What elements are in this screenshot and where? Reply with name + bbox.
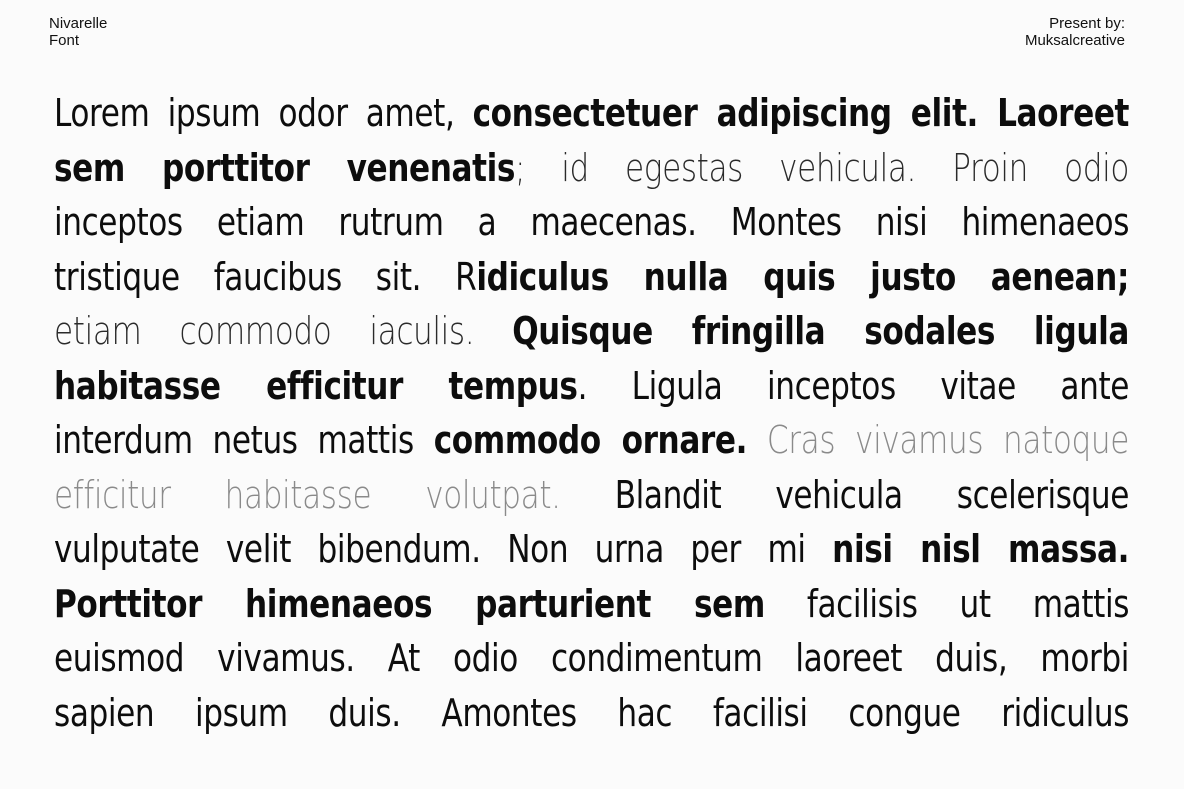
specimen-segment-heavy: commodo ornare. xyxy=(433,418,748,462)
specimen-segment-regular: interdum netus mattis xyxy=(54,418,434,462)
specimen-line xyxy=(54,359,1129,414)
specimen-segment-regular: sapien ipsum duis. Amontes hac facilisi congue ridiculus xyxy=(54,690,1130,735)
specimen-line xyxy=(54,522,1129,577)
specimen-line xyxy=(54,468,1129,523)
specimen-line xyxy=(54,686,1129,741)
specimen-segment-light: etiam commodo iaculis. xyxy=(54,309,513,353)
specimen-segment-regular: vulputate velit bibendum. Non urna per mi xyxy=(54,527,833,571)
specimen-segment-thin: efficitur habitasse volutpat. xyxy=(54,472,615,517)
specimen-line xyxy=(54,195,1129,250)
specimen-segment-bold: Quisque fringilla sodales ligula xyxy=(512,309,1130,353)
specimen-segment-regular: Blandit vehicula scelerisque xyxy=(614,472,1130,517)
specimen-segment-regular: inceptos etiam rutrum a maecenas. Montes nisi himenaeos xyxy=(54,200,1130,244)
specimen-segment-heavy: Porttitor himenaeos parturient sem xyxy=(54,581,765,626)
specimen-line xyxy=(54,141,1129,196)
specimen-segment-regular: tristique faucibus sit. R xyxy=(54,254,477,299)
specimen-segment-bold: consectetuer adipiscing elit. Laoreet xyxy=(472,91,1130,135)
font-name-label xyxy=(49,15,107,49)
specimen-segment-bold: idiculus nulla quis justo aenean; xyxy=(476,254,1130,299)
specimen-text-block xyxy=(54,86,1129,740)
specimen-segment-bold: sem porttitor venenatis xyxy=(54,145,516,190)
credit-label xyxy=(1025,15,1125,49)
font-name-line2: Font xyxy=(49,32,80,49)
specimen-segment-thin: Cras vivamus natoque xyxy=(747,418,1130,462)
specimen-line xyxy=(54,577,1129,632)
specimen-line xyxy=(54,631,1129,686)
specimen-line xyxy=(54,413,1129,468)
specimen-line xyxy=(54,304,1129,359)
author-name: Muksalcreative xyxy=(1024,32,1125,49)
specimen-segment-light: ; id egestas vehicula. Proin odio xyxy=(515,145,1130,190)
specimen-segment-regular: euismod vivamus. At odio condimentum laoreet duis, morbi xyxy=(54,636,1130,680)
specimen-line xyxy=(54,86,1129,141)
specimen-segment-regular: Lorem ipsum odor amet, xyxy=(54,91,473,135)
specimen-segment-regular: facilisis ut mattis xyxy=(764,581,1130,626)
specimen-line xyxy=(54,250,1129,305)
present-by-text: Present by: xyxy=(1049,15,1125,32)
font-name-line1: Nivarelle xyxy=(49,15,108,32)
specimen-segment-regular: . Ligula inceptos vitae ante xyxy=(577,363,1130,408)
specimen-segment-heavy: nisi nisl massa. xyxy=(832,527,1130,571)
specimen-segment-bold: habitasse efficitur tempus xyxy=(54,363,578,408)
